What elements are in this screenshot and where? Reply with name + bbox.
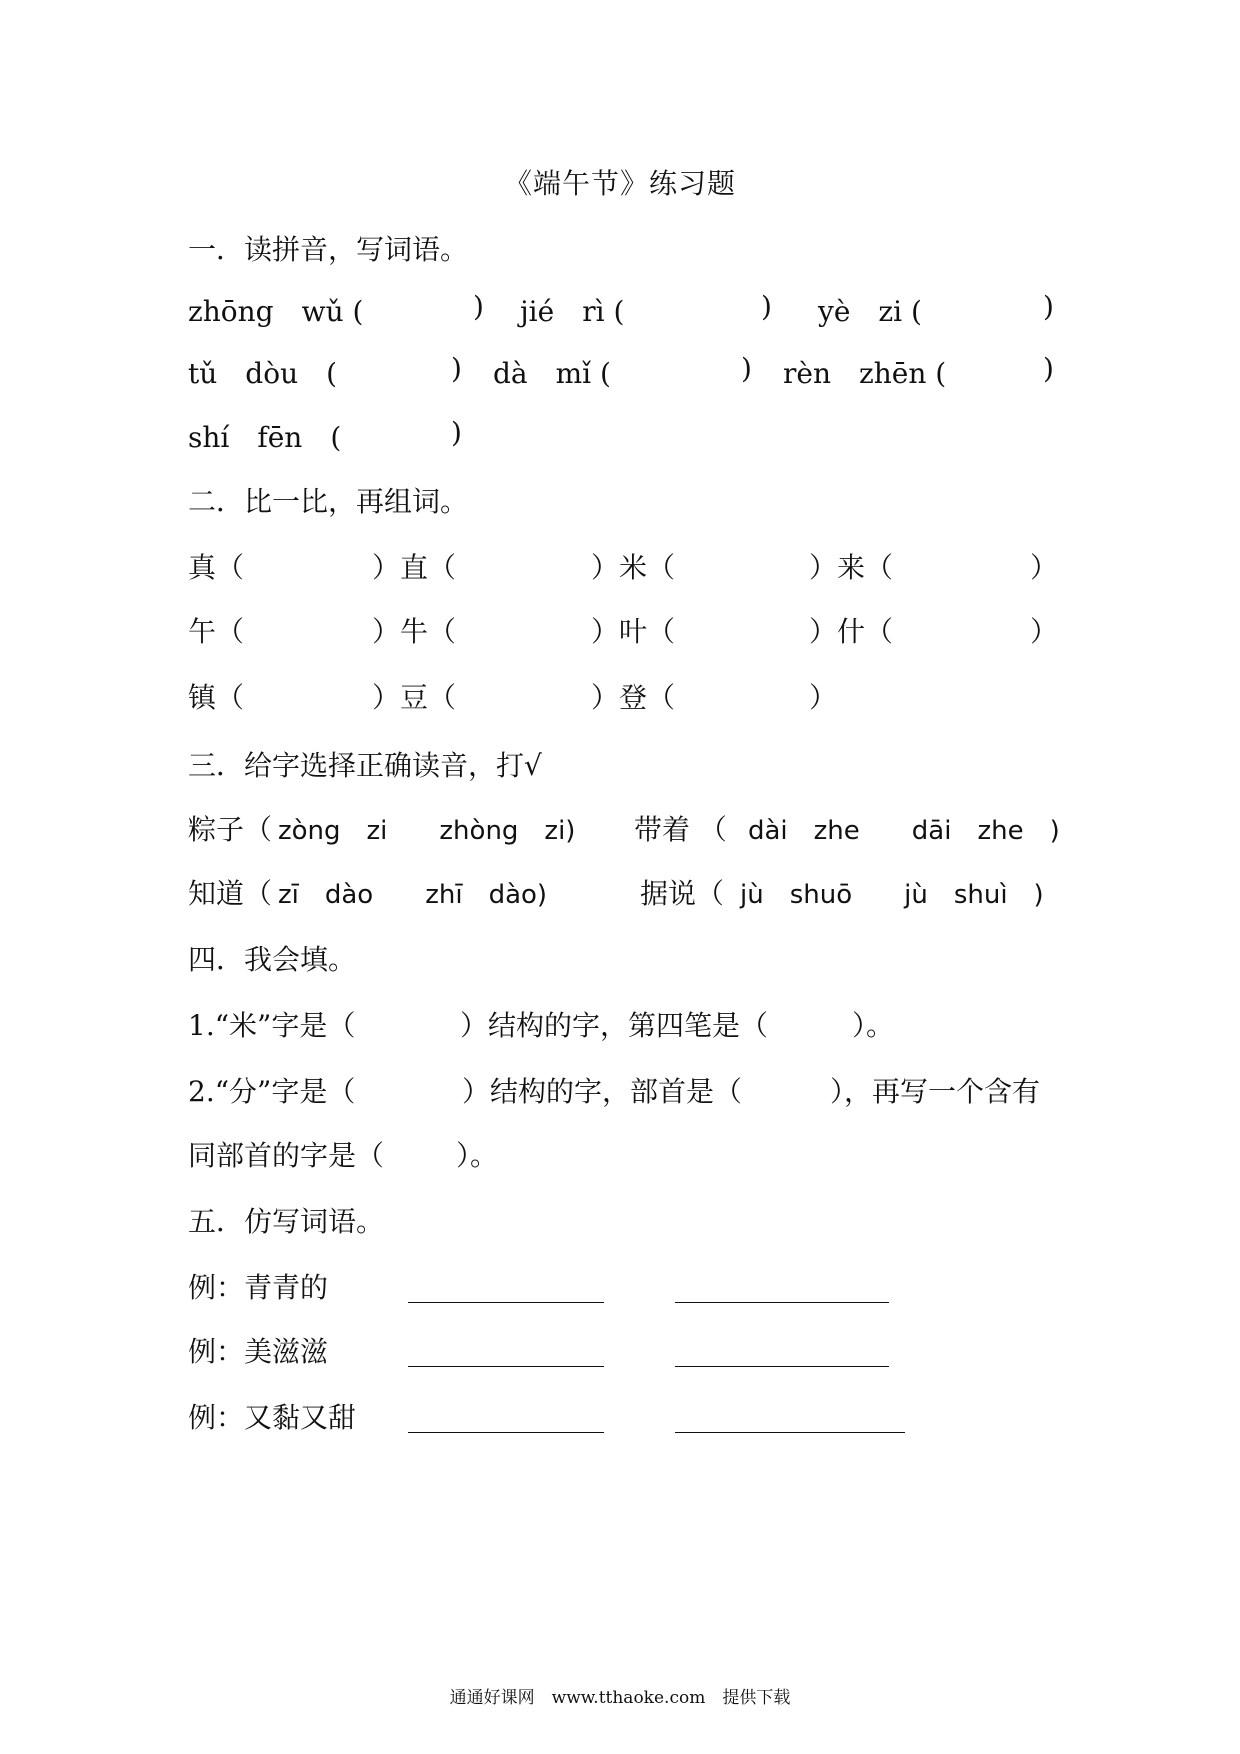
example-word: 例：又黏又甜 — [188, 1401, 357, 1434]
pinyin-prompt: rèn zhēn ( — [783, 357, 947, 390]
pinyin-row-2 — [188, 352, 1058, 396]
question-text: ），再写一个含有 — [830, 1075, 1041, 1108]
section-4-heading — [188, 938, 1058, 982]
compare-char: 镇（ — [188, 681, 245, 714]
word-label: 知道（ — [188, 877, 273, 910]
fill-question-2-cont — [188, 1134, 1058, 1178]
section-2-heading — [188, 480, 1058, 524]
pinyin-row-1 — [188, 290, 1058, 334]
compare-char: ）米（ — [591, 551, 676, 584]
pinyin-options: zòng zi zhòng zi) — [278, 816, 576, 846]
word-label: 据说（ — [640, 877, 725, 910]
pinyin-prompt: dà mǐ ( — [493, 357, 611, 390]
word-label: 带着 （ — [634, 813, 727, 846]
reading-row-1 — [188, 808, 1058, 852]
compare-char: ）豆（ — [372, 681, 457, 714]
question-text: 1.“米”字是（ — [188, 1009, 356, 1042]
fill-question-1 — [188, 1004, 1058, 1048]
imitation-row-3 — [188, 1396, 1058, 1440]
fill-question-2 — [188, 1070, 1058, 1114]
footer-source: 通通好课网 www.tthaoke.com 提供下载 — [449, 1688, 791, 1708]
compare-char: ）什（ — [809, 615, 894, 648]
example-word: 例：美滋滋 — [188, 1335, 329, 1368]
imitation-row-1 — [188, 1266, 1058, 1310]
answer-line[interactable] — [675, 1432, 905, 1433]
question-text: 2.“分”字是（ — [188, 1075, 356, 1108]
question-text: ）结构的字，部首是（ — [462, 1075, 743, 1108]
section-heading-text: 四．我会填。 — [188, 943, 357, 976]
pinyin-options: zī dào zhī dào) — [278, 880, 548, 910]
compare-char: 真（ — [188, 551, 245, 584]
page-title: 《端午节》练习题 — [503, 167, 736, 200]
section-heading-text: 一．读拼音，写词语。 — [188, 233, 469, 266]
compare-char: ）牛（ — [372, 615, 457, 648]
example-word: 例：青青的 — [188, 1271, 329, 1304]
bracket-close: ) — [451, 416, 462, 449]
compare-char: 午（ — [188, 615, 245, 648]
question-text: ）结构的字，第四笔是（ — [460, 1009, 769, 1042]
bracket-close: ) — [451, 352, 462, 385]
reading-row-2 — [188, 872, 1058, 916]
pinyin-options: dài zhe dāi zhe ) — [748, 816, 1060, 846]
answer-line[interactable] — [675, 1302, 889, 1303]
bracket-close: ） — [809, 681, 838, 714]
bracket-close: ） — [1030, 551, 1059, 584]
bracket-close: ) — [1043, 352, 1054, 385]
compare-row-2 — [188, 610, 1058, 654]
bracket-close: ) — [761, 290, 772, 323]
answer-line[interactable] — [675, 1366, 889, 1367]
section-heading-text: 三．给字选择正确读音，打√ — [188, 749, 542, 782]
section-3-heading — [188, 744, 1058, 788]
compare-row-1 — [188, 546, 1058, 590]
compare-char: ）直（ — [372, 551, 457, 584]
bracket-close: ) — [741, 352, 752, 385]
pinyin-row-3 — [188, 416, 1058, 460]
compare-row-3 — [188, 676, 1058, 720]
section-heading-text: 五．仿写词语。 — [188, 1205, 385, 1238]
compare-char: ）来（ — [809, 551, 894, 584]
answer-line[interactable] — [408, 1432, 604, 1433]
pinyin-prompt: yè zi ( — [818, 295, 922, 328]
section-heading-text: 二．比一比，再组词。 — [188, 485, 469, 518]
bracket-close: ) — [1043, 290, 1054, 323]
section-5-heading — [188, 1200, 1058, 1244]
question-text: 同部首的字是（ — [188, 1139, 385, 1172]
pinyin-prompt: zhōng wǔ ( — [188, 295, 364, 328]
question-text: ）。 — [456, 1139, 499, 1172]
word-label: 粽子（ — [188, 813, 273, 846]
imitation-row-2 — [188, 1330, 1058, 1374]
compare-char: ）登（ — [591, 681, 676, 714]
answer-line[interactable] — [408, 1366, 604, 1367]
section-1-heading — [188, 228, 1058, 272]
pinyin-prompt: jié rì ( — [520, 295, 625, 328]
question-text: ）。 — [852, 1009, 895, 1042]
pinyin-prompt: tǔ dòu ( — [188, 357, 338, 390]
bracket-close: ) — [473, 290, 484, 323]
pinyin-options: jù shuō jù shuì ) — [740, 880, 1044, 910]
compare-char: ）叶（ — [591, 615, 676, 648]
pinyin-prompt: shí fēn ( — [188, 421, 342, 454]
bracket-close: ） — [1030, 615, 1059, 648]
answer-line[interactable] — [408, 1302, 604, 1303]
